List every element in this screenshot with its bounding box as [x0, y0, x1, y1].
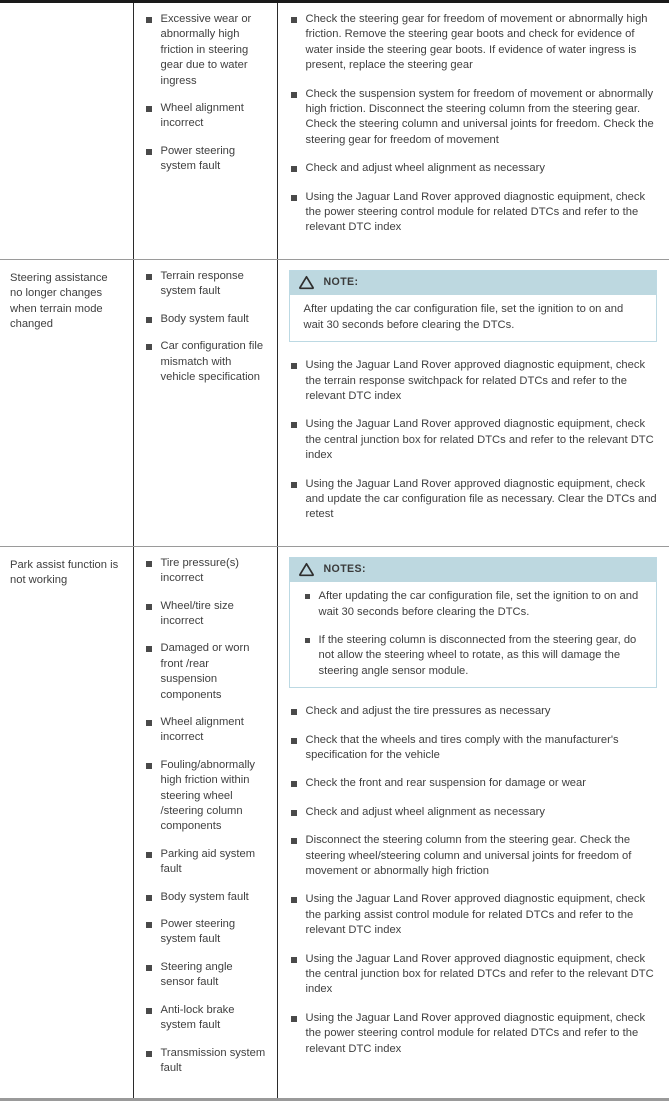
action-text: Check the front and rear suspension for damage or wear: [305, 777, 586, 790]
action-cell: [277, 259, 669, 546]
list-item: [289, 805, 658, 820]
list-item: [144, 101, 267, 132]
list-item: [144, 847, 267, 878]
list-item: [289, 892, 658, 938]
list-item: [289, 776, 658, 791]
list-item: [144, 1003, 267, 1034]
cause-text: Wheel/tire size incorrect: [160, 599, 234, 627]
note-title: NOTE:: [323, 275, 359, 288]
list-item: [304, 589, 647, 620]
table-row: [0, 259, 669, 546]
action-text: Using the Jaguar Land Rover approved diagnostic equipment, check the parking assist control module for related DTCs and refer to the relevant DTC index: [305, 893, 646, 937]
table-body: [0, 2, 669, 1100]
action-text: Using the Jaguar Land Rover approved diagnostic equipment, check the power steering control module for related DTCs and refer to the relevant DTC index: [305, 1011, 646, 1055]
symptom-text: Park assist function is not working: [10, 558, 119, 587]
list-item: [144, 144, 267, 175]
note-header: [290, 271, 657, 295]
action-list: [289, 704, 658, 1057]
list-item: [144, 339, 267, 385]
table-row: [0, 546, 669, 1100]
list-item: [304, 633, 647, 679]
action-cell: [277, 2, 669, 260]
cause-text: Body system fault: [160, 312, 249, 325]
action-text: Using the Jaguar Land Rover approved diagnostic equipment, check and update the car configuration file as necessary. Clear the DTCs and retest: [305, 477, 657, 521]
list-item: [289, 952, 658, 998]
cause-list: [144, 269, 267, 385]
note-callout: [289, 270, 658, 342]
cause-text: Wheel alignment incorrect: [160, 716, 244, 744]
list-item: [144, 758, 267, 835]
cause-text: Tire pressure(s) incorrect: [160, 556, 240, 585]
cause-list: [144, 556, 267, 1077]
cause-text: Steering angle sensor fault: [160, 960, 233, 989]
list-item: [144, 312, 267, 327]
list-item: [289, 1011, 658, 1057]
action-text: Check that the wheels and tires comply with the manufacturer's specification for the vehicle: [305, 733, 619, 761]
action-text: Using the Jaguar Land Rover approved diagnostic equipment, check the terrain response switchpack for related DTCs and refer to the relevant DTC index: [305, 359, 646, 402]
list-item: [144, 890, 267, 905]
notes-callout: [289, 557, 658, 688]
list-item: [144, 599, 267, 630]
cause-text: Transmission system fault: [160, 1046, 266, 1074]
symptom-cell: [0, 2, 133, 260]
cause-text: Body system fault: [160, 890, 249, 903]
action-list: [289, 358, 658, 523]
cause-text: Terrain response system fault: [160, 269, 244, 298]
possible-causes-cell: [133, 546, 277, 1100]
action-text: Disconnect the steering column from the steering gear. Check the steering wheel/steering column and universal joints for freedom of movement or abnormally high friction: [305, 834, 632, 878]
cause-text: Parking aid system fault: [160, 847, 256, 876]
action-text: Using the Jaguar Land Rover approved diagnostic equipment, check the central junction box for related DTCs and refer to the relevant DTC index: [305, 418, 654, 462]
warning-triangle-icon: [298, 275, 315, 290]
notes-title: NOTES:: [323, 562, 366, 575]
symptom-text: Steering assistance no longer changes when terrain mode changed: [10, 271, 108, 331]
list-item: [289, 477, 658, 523]
list-item: [144, 12, 267, 89]
warning-triangle-icon: [298, 562, 315, 577]
possible-causes-cell: [133, 259, 277, 546]
action-text: Check and adjust the tire pressures as necessary: [305, 705, 551, 718]
list-item: [289, 161, 658, 176]
action-list: [289, 12, 658, 236]
list-item: [289, 833, 658, 879]
list-item: [289, 358, 658, 404]
action-text: Check and adjust wheel alignment as necessary: [305, 805, 545, 818]
symptom-cell: [0, 546, 133, 1100]
table-row: [0, 2, 669, 260]
notes-body: [290, 582, 657, 687]
action-text: Check the steering gear for freedom of movement or abnormally high friction. Remove the steering gear boots and check for evidence of water inside the steering gear boots. If evidence of water ingress is present, replace the steering gear: [305, 13, 648, 72]
cause-text: Fouling/abnormally high friction within steering wheel /steering column components: [160, 758, 256, 833]
action-text: Using the Jaguar Land Rover approved diagnostic equipment, check the central junction box for related DTCs and refer to the relevant DTC index: [305, 952, 654, 996]
cause-text: Excessive wear or abnormally high friction in steering gear due to water ingress: [160, 13, 252, 87]
list-item: [289, 87, 658, 149]
note-text: After updating the car configuration file, set the ignition to on and wait 30 seconds before clearing the DTCs.: [318, 590, 639, 618]
possible-causes-cell: [133, 2, 277, 260]
list-item: [144, 715, 267, 746]
action-text: Check and adjust wheel alignment as necessary: [305, 162, 545, 175]
action-cell: [277, 546, 669, 1100]
list-item: [144, 269, 267, 300]
cause-text: Power steering system fault: [160, 918, 236, 946]
cause-text: Anti-lock brake system fault: [160, 1003, 235, 1032]
list-item: [144, 1046, 267, 1077]
note-body: [290, 295, 657, 341]
cause-text: Power steering system fault: [160, 144, 236, 173]
list-item: [289, 12, 658, 74]
symptom-cell: [0, 259, 133, 546]
list-item: [144, 960, 267, 991]
list-item: [289, 704, 658, 719]
action-text: Check the suspension system for freedom of movement or abnormally high friction. Disconnect the steering column from the steering gear. Check the steering column and universal joints for freedom. Check the steering gear for freedom of movement: [305, 87, 654, 146]
list-item: [289, 190, 658, 236]
list-item: [144, 556, 267, 587]
cause-text: Wheel alignment incorrect: [160, 102, 244, 130]
symptom-text: [10, 12, 123, 14]
list-item: [144, 641, 267, 703]
cause-list: [144, 12, 267, 175]
list-item: [144, 917, 267, 948]
cause-text: Damaged or worn front /rear suspension components: [160, 642, 250, 701]
list-item: [289, 733, 658, 764]
list-item: [289, 417, 658, 463]
notes-list: [304, 589, 647, 679]
note-text: If the steering column is disconnected from the steering gear, do not allow the steering wheel to rotate, as this will damage the steering angle sensor module.: [318, 633, 637, 677]
note-paragraph: After updating the car configuration file, set the ignition to on and wait 30 seconds before clearing the DTCs.: [303, 303, 624, 331]
cause-text: Car configuration file mismatch with vehicle specification: [160, 340, 264, 383]
notes-header: [290, 558, 657, 582]
action-text: Using the Jaguar Land Rover approved diagnostic equipment, check the power steering control module for related DTCs and refer to the relevant DTC index: [305, 190, 646, 234]
